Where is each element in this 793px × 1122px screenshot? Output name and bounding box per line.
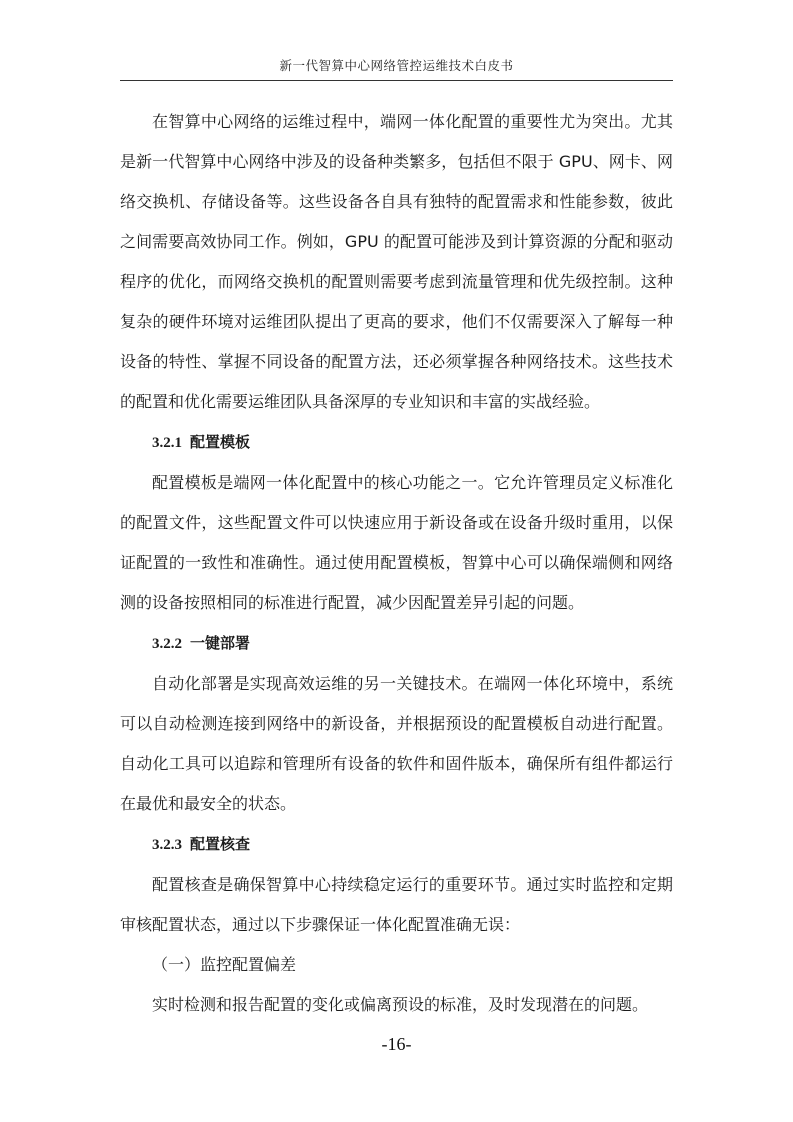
section-paragraph: 配置核查是确保智算中心持续稳定运行的重要环节。通过实时监控和定期审核配置状态，通过以下步骤保证一体化配置准确无误： [120,875,673,934]
section-paragraph: 配置模板是端网一体化配置中的核心功能之一。它允许管理员定义标准化的配置文件，这些配置文件可以快速应用于新设备或在设备升级时重用，以保证配置的一致性和准确性。通过使用配置模板，智算中心可以确保端侧和网络测的设备按照相同的标准进行配置，减少因配置差异引起的问题。 [120,473,673,612]
section-number: 3.2.1 [152,435,182,451]
section-title: 配置模板 [190,433,251,451]
running-header: 新一代智算中心网络管控运维技术白皮书 [279,58,514,73]
section-heading-3-2-3 [120,824,673,865]
intro-paragraph: 在智算中心网络的运维过程中，端网一体化配置的重要性尤为突出。尤其是新一代智算中心网络中涉及的设备种类繁多，包括但不限于 GPU、网卡、网络交换机、存储设备等。这些设备各自具有独特的配置需求和性能参数，彼此之间需要高效协同工作。例如，GPU 的配置可能涉及到计算资源的分配和驱动程序的优化，而网络交换机的配置则需要考虑到流量管理和优先级控制。这种复杂的硬件环境对运维团队提出了更高的要求，他们不仅需要深入了解每一种设备的特性、掌握不同设备的配置方法，还必须掌握各种网络技术。这些技术的配置和优化需要运维团队具备深厚的专业知识和丰富的实战经验。 [120,112,673,411]
page-body [120,102,673,1025]
section-heading-3-2-2 [120,623,673,664]
subitem-paragraph: 实时检测和报告配置的变化或偏离预设的标准，及时发现潜在的问题。 [152,995,649,1014]
subitem-heading: （一）监控配置偏差 [152,955,297,974]
section-number: 3.2.2 [152,636,182,652]
section-paragraph: 自动化部署是实现高效运维的另一关键技术。在端网一体化环境中，系统可以自动检测连接到网络中的新设备，并根据预设的配置模板自动进行配置。自动化工具可以追踪和管理所有设备的软件和固件版本，确保所有组件都运行在最优和最安全的状态。 [120,674,673,813]
section-title: 一键部署 [190,634,251,652]
section-number: 3.2.3 [152,837,182,853]
section-title: 配置核查 [190,835,251,853]
section-heading-3-2-1 [120,422,673,463]
page-number: -16- [381,1034,412,1054]
header-divider [120,80,673,81]
